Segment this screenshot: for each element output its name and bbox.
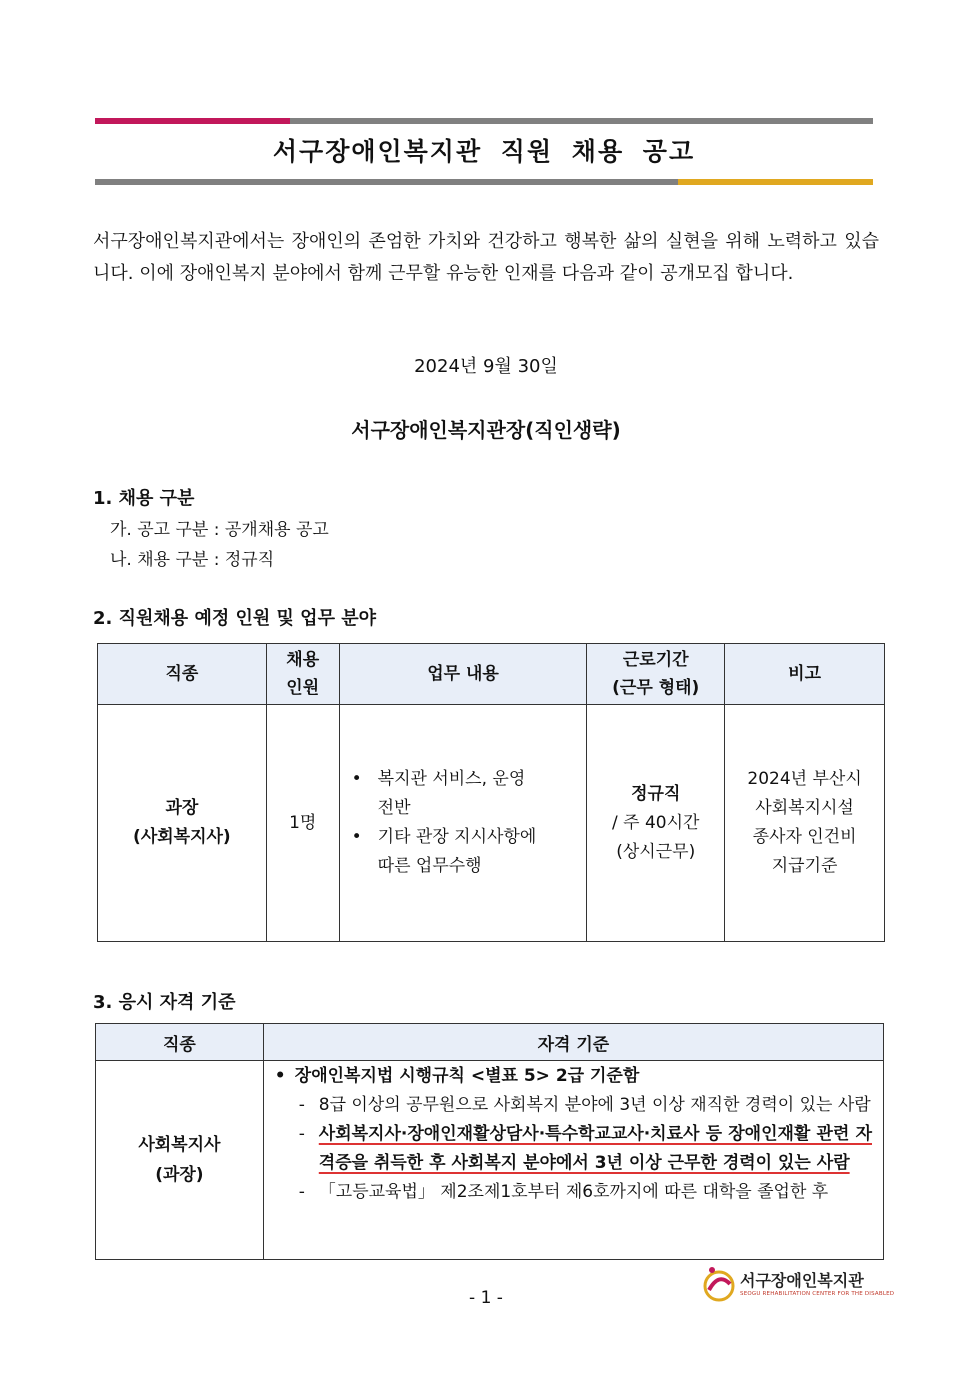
- logo-name: 서구장애인복지관: [740, 1271, 864, 1290]
- header-duty: 업무 내용: [339, 644, 587, 705]
- logo-emblem-icon: [700, 1264, 738, 1304]
- title-top-rule-accent: [95, 118, 290, 124]
- section-1-heading: 1. 채용 구분: [93, 488, 195, 509]
- cell-job-line2: (사회복지사): [133, 827, 231, 847]
- note-line4: 지급기준: [771, 856, 838, 876]
- cell-job: [96, 1061, 264, 1260]
- qualification-table: [95, 1023, 884, 1260]
- period-line3: (상시근무): [616, 841, 696, 862]
- intro-paragraph: 서구장애인복지관에서는 장애인의 존엄한 가치와 건강하고 행복한 삶의 실현을 위해 노력하고 있습니다. 이에 장애인복지 분야에서 함께 근무할 유능한 인재를 다음과 같이 공개모집 합니다.: [93, 231, 879, 284]
- table-row: [98, 705, 885, 942]
- criteria-dash-2: [295, 1120, 872, 1178]
- list-item: [378, 823, 583, 881]
- header-count-line2: 인원: [286, 678, 320, 698]
- header-job: 직종: [96, 1024, 264, 1061]
- list-item: [378, 765, 583, 823]
- duty-1-line2: 전반: [377, 798, 411, 818]
- cell-job: [98, 705, 267, 942]
- duty-2-line2: 따른 업무수행: [377, 856, 482, 876]
- duty-1-line1: • 복지관 서비스, 운영: [377, 769, 526, 789]
- header-count: [266, 644, 339, 705]
- header-period-line2: (근무 형태): [612, 678, 700, 698]
- announcement-date: 2024년 9월 30일: [414, 356, 558, 377]
- criteria-list: [265, 1062, 882, 1207]
- header-period-line1: 근로기간: [622, 650, 689, 670]
- cell-note: [725, 705, 885, 942]
- cell-count: 1명: [266, 705, 339, 942]
- header-criteria: 자격 기준: [263, 1024, 883, 1061]
- criteria-bullet: • 장애인복지법 시행규칙 <별표 5> 2급 기준함: [274, 1066, 640, 1086]
- cell-criteria: [263, 1061, 883, 1260]
- note-line1: 2024년 부산시: [747, 769, 862, 789]
- note-line3: 종사자 인건비: [752, 827, 857, 847]
- organization-logo: [700, 1264, 895, 1304]
- logo-subtitle: SEOGU REHABILITATION CENTER FOR THE DISABLED: [740, 1291, 895, 1297]
- title-bottom-rule: [95, 179, 873, 185]
- criteria-dash-3: - 「고등교육법」 제2조제1호부터 제6호까지에 따른 대학을 졸업한 후: [295, 1178, 872, 1207]
- section-1-item-a: 가. 공고 구분 : 공개채용 공고: [110, 520, 329, 540]
- cell-period: [587, 705, 725, 942]
- duty-list: [344, 765, 583, 881]
- staffing-table: [97, 643, 885, 942]
- section-1-item-b: 나. 채용 구분 : 정규직: [110, 550, 275, 570]
- cell-job-line1: 사회복지사: [138, 1135, 221, 1155]
- criteria-bullet-text: 장애인복지법 시행규칙 <별표 5> 2급 기준함: [294, 1066, 640, 1086]
- header-job: 직종: [98, 644, 267, 705]
- cell-job-line1: 과장: [165, 798, 199, 818]
- header-note: 비고: [725, 644, 885, 705]
- duty-2-line1: • 기타 관장 지시사항에: [377, 827, 537, 847]
- period-line2: / 주 40시간: [612, 812, 700, 833]
- title-top-rule: [95, 118, 873, 124]
- signer-line: 서구장애인복지관장(직인생략): [351, 418, 621, 442]
- section-3-heading: 3. 응시 자격 기준: [93, 992, 236, 1013]
- section-2-heading: 2. 직원채용 예정 인원 및 업무 분야: [93, 608, 377, 629]
- page-number: - 1 -: [469, 1288, 503, 1308]
- period-line1: 정규직: [631, 783, 681, 804]
- criteria-dash-1: - 8급 이상의 공무원으로 사회복지 분야에 3년 이상 재직한 경력이 있는 사람: [295, 1091, 872, 1120]
- header-count-line1: 채용: [286, 650, 320, 670]
- table-row: [96, 1061, 884, 1260]
- note-line2: 사회복지시설: [755, 798, 854, 818]
- cell-job-line2: (과장): [155, 1165, 204, 1185]
- header-period: [587, 644, 725, 705]
- criteria-dash-2-text: 사회복지사·장애인재활상담사·특수학교교사·치료사 등 장애인재활 관련 자격증을 취득한 후 사회복지 분야에서 3년 이상 근무한 경력이 있는 사람: [318, 1124, 872, 1173]
- cell-duty: [339, 705, 587, 942]
- document-title: 서구장애인복지관 직원 채용 공고: [272, 137, 696, 166]
- title-bottom-rule-accent: [678, 179, 873, 185]
